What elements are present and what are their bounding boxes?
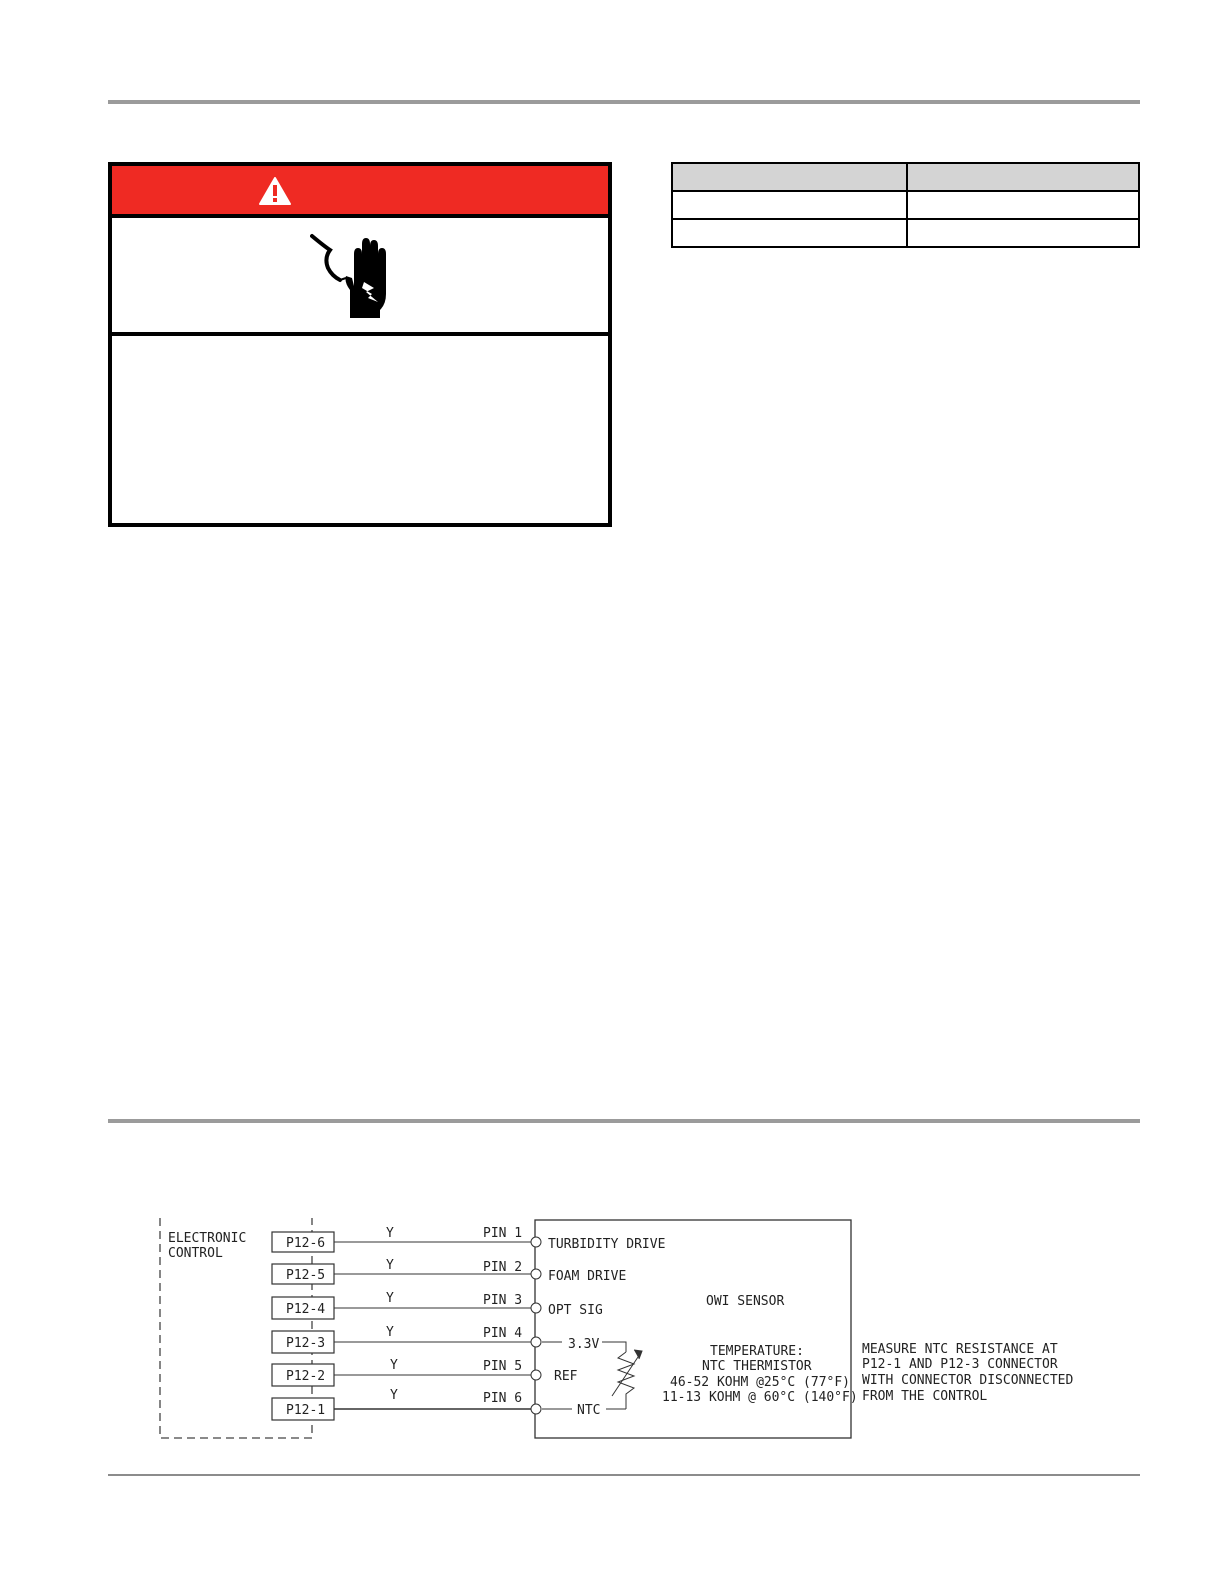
owi-sensor-wiring-diagram: [150, 1210, 1110, 1455]
table-cell: [672, 191, 907, 219]
connector-label: P12-1: [286, 1403, 326, 1418]
pin-function: OPT SIG: [548, 1303, 603, 1318]
pin-label: PIN 2: [483, 1260, 523, 1275]
table-row: [672, 191, 1139, 219]
wire-color-label: Y: [386, 1258, 394, 1273]
table-cell: [672, 219, 907, 247]
parts-table: [671, 162, 1140, 248]
measurement-note: P12-1 AND P12-3 CONNECTOR: [862, 1357, 1058, 1372]
control-label: ELECTRONIC: [168, 1231, 247, 1246]
temperature-title: TEMPERATURE:: [710, 1344, 804, 1359]
pin-label: PIN 4: [483, 1326, 523, 1341]
table-cell: [907, 191, 1139, 219]
connector-row: [272, 1291, 603, 1319]
connector-row: [272, 1325, 599, 1353]
connector-label: P12-2: [286, 1369, 326, 1384]
table-header-row: [672, 163, 1139, 191]
section-rule: [108, 1119, 1140, 1123]
pin-function: REF: [554, 1369, 578, 1384]
connector-label: P12-4: [286, 1302, 326, 1317]
wire-color-label: Y: [390, 1388, 398, 1403]
table-header-cell: [907, 163, 1139, 191]
connector-label: P12-5: [286, 1268, 326, 1283]
sensor-name: OWI SENSOR: [706, 1294, 785, 1309]
pin-function: TURBIDITY DRIVE: [548, 1237, 666, 1252]
electrical-shock-hand-icon: [310, 232, 400, 318]
connector-row: [272, 1258, 626, 1284]
measurement-note: WITH CONNECTOR DISCONNECTED: [862, 1373, 1074, 1388]
temperature-spec: 11-13 KOHM @ 60°C (140°F): [662, 1390, 858, 1405]
measurement-note: MEASURE NTC RESISTANCE AT: [862, 1342, 1058, 1357]
temperature-spec: 46-52 KOHM @25°C (77°F): [670, 1375, 851, 1390]
connector-row: [272, 1388, 626, 1420]
wire-color-label: Y: [386, 1325, 394, 1340]
measurement-note: FROM THE CONTROL: [862, 1389, 988, 1404]
warning-header: [112, 166, 608, 218]
pin-function: FOAM DRIVE: [548, 1269, 627, 1284]
ntc-thermistor-symbol: [602, 1342, 642, 1409]
table-cell: [907, 219, 1139, 247]
warning-symbol-panel: [112, 218, 608, 336]
connector-row: [272, 1358, 578, 1386]
connector-label: P12-3: [286, 1336, 326, 1351]
top-rule: [108, 100, 1140, 104]
wire-color-label: Y: [386, 1226, 394, 1241]
table-row: [672, 219, 1139, 247]
table-header-cell: [672, 163, 907, 191]
bottom-rule: [108, 1474, 1140, 1476]
warning-box: [108, 162, 612, 527]
pin-label: PIN 3: [483, 1293, 523, 1308]
control-label: CONTROL: [168, 1246, 223, 1261]
wire-color-label: Y: [390, 1358, 398, 1373]
pin-label: PIN 6: [483, 1391, 523, 1406]
wire-color-label: Y: [386, 1291, 394, 1306]
pin-label: PIN 1: [483, 1226, 523, 1241]
pin-function: 3.3V: [568, 1337, 600, 1352]
warning-body: [112, 336, 608, 526]
pin-label: PIN 5: [483, 1359, 523, 1374]
pin-function: NTC: [577, 1403, 601, 1418]
warning-triangle-icon: [258, 176, 292, 206]
connector-label: P12-6: [286, 1236, 326, 1251]
temperature-type: NTC THERMISTOR: [702, 1359, 812, 1374]
connector-row: [272, 1226, 665, 1252]
